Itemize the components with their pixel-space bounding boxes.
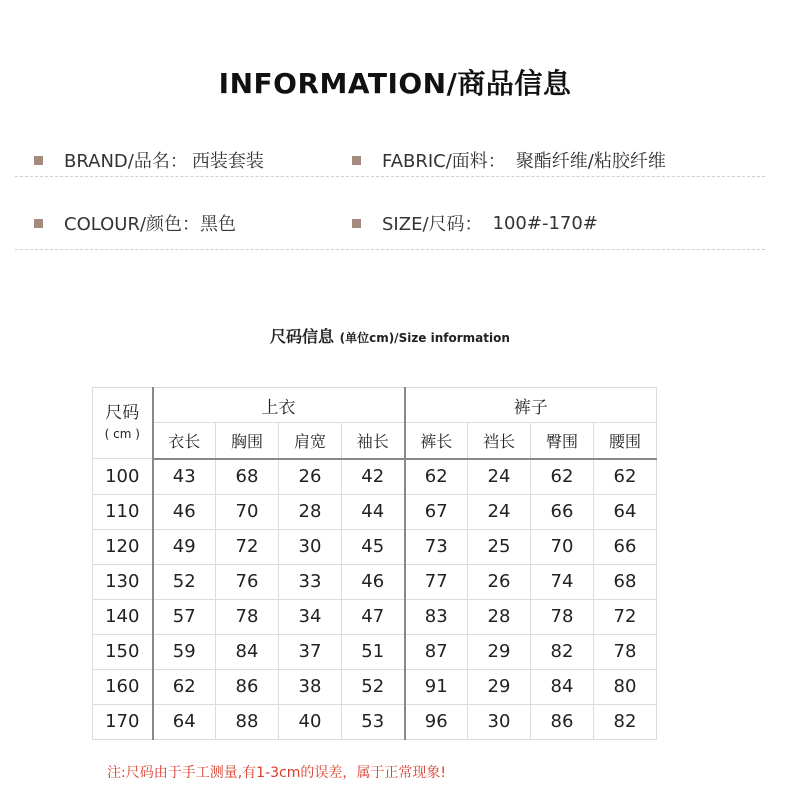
measurement-cell: 82 [594, 704, 657, 739]
size-cell: 130 [93, 564, 153, 599]
measurement-cell: 29 [468, 669, 531, 704]
measurement-cell: 42 [342, 459, 405, 495]
measurement-cell: 24 [468, 459, 531, 495]
measurement-cell: 67 [405, 494, 468, 529]
measurement-cell: 86 [531, 704, 594, 739]
measurement-cell: 74 [531, 564, 594, 599]
measurement-cell: 57 [153, 599, 216, 634]
measurement-cell: 73 [405, 529, 468, 564]
measurement-cell: 44 [342, 494, 405, 529]
measurement-cell: 91 [405, 669, 468, 704]
measurement-note: 注:尺码由于手工测量,有1-3cm的误差，属于正常现象! [107, 765, 446, 781]
page-title: INFORMATION/商品信息 [218, 67, 572, 100]
measurement-cell: 26 [279, 459, 342, 495]
measurement-cell: 28 [279, 494, 342, 529]
measurement-cell: 70 [216, 494, 279, 529]
measurement-cell: 68 [594, 564, 657, 599]
measurement-cell: 52 [342, 669, 405, 704]
measurement-cell: 64 [594, 494, 657, 529]
fabric-value: 聚酯纤维/粘胶纤维 [515, 151, 666, 172]
measurement-cell: 38 [279, 669, 342, 704]
measurement-cell: 76 [216, 564, 279, 599]
group-header-pants: 裤子 [405, 388, 657, 423]
table-row [93, 529, 657, 564]
divider [15, 249, 765, 250]
measurement-cell: 84 [531, 669, 594, 704]
fabric-info [352, 147, 666, 173]
measurement-cell: 33 [279, 564, 342, 599]
size-info [352, 210, 598, 236]
measurement-cell: 72 [594, 599, 657, 634]
measurement-cell: 62 [405, 459, 468, 495]
brand-label: BRAND/品名： [64, 151, 188, 172]
measurement-cell: 66 [531, 494, 594, 529]
square-bullet-icon [34, 156, 43, 165]
size-cell: 100 [93, 459, 153, 495]
measurement-cell: 84 [216, 634, 279, 669]
brand-info [34, 147, 264, 173]
column-header: 衣长 [153, 423, 216, 459]
table-header-row [93, 388, 657, 423]
divider [15, 176, 765, 177]
column-header: 肩宽 [279, 423, 342, 459]
measurement-cell: 53 [342, 704, 405, 739]
size-table-title-small: (单位cm)/Size information [339, 331, 510, 345]
info-row-2 [0, 202, 790, 242]
fabric-label: FABRIC/面料： [382, 151, 506, 172]
size-table-title-main: 尺码信息 [270, 327, 335, 346]
square-bullet-icon [352, 219, 361, 228]
measurement-cell: 45 [342, 529, 405, 564]
size-table-body [93, 459, 657, 740]
size-cell: 110 [93, 494, 153, 529]
size-table-title [270, 324, 510, 347]
unit-header: ( cm ) [104, 427, 140, 441]
measurement-cell: 30 [279, 529, 342, 564]
measurement-cell: 46 [153, 494, 216, 529]
measurement-cell: 82 [531, 634, 594, 669]
measurement-cell: 77 [405, 564, 468, 599]
measurement-cell: 52 [153, 564, 216, 599]
measurement-cell: 34 [279, 599, 342, 634]
table-row [93, 634, 657, 669]
measurement-cell: 96 [405, 704, 468, 739]
measurement-cell: 28 [468, 599, 531, 634]
size-label: SIZE/尺码： [382, 214, 483, 235]
measurement-cell: 72 [216, 529, 279, 564]
measurement-cell: 24 [468, 494, 531, 529]
measurement-cell: 37 [279, 634, 342, 669]
measurement-cell: 51 [342, 634, 405, 669]
measurement-cell: 64 [153, 704, 216, 739]
corner-cell [93, 388, 153, 459]
size-cell: 140 [93, 599, 153, 634]
measurement-cell: 86 [216, 669, 279, 704]
size-cell: 120 [93, 529, 153, 564]
measurement-cell: 68 [216, 459, 279, 495]
square-bullet-icon [352, 156, 361, 165]
measurement-cell: 83 [405, 599, 468, 634]
square-bullet-icon [34, 219, 43, 228]
measurement-cell: 59 [153, 634, 216, 669]
measurement-cell: 40 [279, 704, 342, 739]
measurement-cell: 88 [216, 704, 279, 739]
measurement-cell: 46 [342, 564, 405, 599]
colour-label: COLOUR/颜色： [64, 214, 201, 235]
measurement-cell: 78 [216, 599, 279, 634]
measurement-cell: 29 [468, 634, 531, 669]
measurement-cell: 87 [405, 634, 468, 669]
size-header: 尺码 [105, 403, 140, 423]
measurement-cell: 26 [468, 564, 531, 599]
colour-info [34, 210, 236, 236]
column-header: 袖长 [342, 423, 405, 459]
size-cell: 160 [93, 669, 153, 704]
measurement-cell: 25 [468, 529, 531, 564]
measurement-cell: 80 [594, 669, 657, 704]
size-cell: 150 [93, 634, 153, 669]
table-row [93, 564, 657, 599]
size-cell: 170 [93, 704, 153, 739]
brand-value: 西装套装 [191, 151, 264, 172]
measurement-cell: 70 [531, 529, 594, 564]
measurement-cell: 43 [153, 459, 216, 495]
column-header: 裤长 [405, 423, 468, 459]
column-header: 裆长 [468, 423, 531, 459]
table-row [93, 599, 657, 634]
measurement-cell: 49 [153, 529, 216, 564]
table-row [93, 704, 657, 739]
column-header: 臀围 [531, 423, 594, 459]
measurement-cell: 78 [531, 599, 594, 634]
group-header-top: 上衣 [153, 388, 405, 423]
measurement-cell: 78 [594, 634, 657, 669]
size-value: 100#-170# [492, 212, 598, 234]
measurement-cell: 62 [531, 459, 594, 495]
column-header: 胸围 [216, 423, 279, 459]
measurement-cell: 62 [153, 669, 216, 704]
table-row [93, 459, 657, 495]
colour-value: 黑色 [200, 214, 237, 235]
measurement-cell: 62 [594, 459, 657, 495]
measurement-cell: 30 [468, 704, 531, 739]
measurement-cell: 66 [594, 529, 657, 564]
table-row [93, 669, 657, 704]
column-header-row [93, 423, 657, 459]
size-table [92, 387, 657, 740]
info-row-1 [0, 137, 790, 177]
table-row [93, 494, 657, 529]
column-header: 腰围 [594, 423, 657, 459]
measurement-cell: 47 [342, 599, 405, 634]
